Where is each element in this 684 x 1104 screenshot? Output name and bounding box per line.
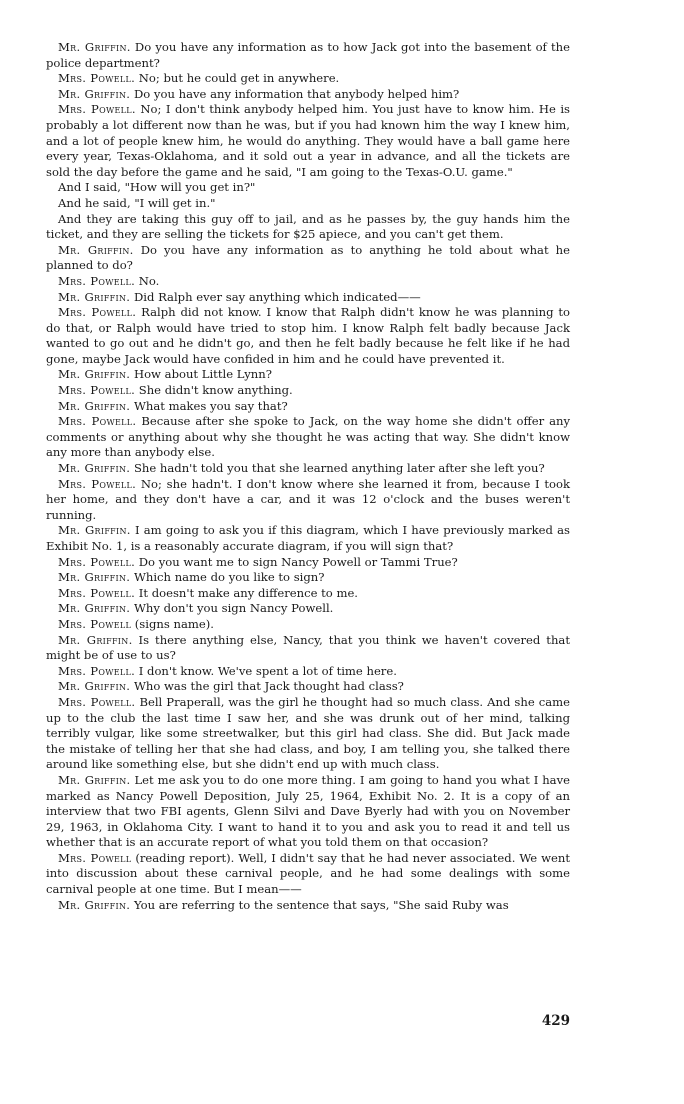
speaker-label: Mrs. Powell. [58,383,136,398]
paragraph [46,679,570,695]
paragraph [46,196,570,212]
paragraph-text: (reading report). Well, I didn't say that he had never associated. We went into discussion about these carnival people, and he had some dealings with some carnival people at one time. But I mean—— [46,850,571,897]
speaker-label: Mrs. Powell. [58,71,136,86]
paragraph [46,274,570,290]
paragraph [46,290,570,306]
speaker-label: Mr. Griffin. [58,632,133,647]
paragraph-text: Do you have any information as to anything he told about what he planned to do? [46,242,570,273]
paragraph [46,367,570,383]
paragraph-text: You are referring to the sentence that says, "She said Ruby was [133,897,509,912]
speaker-label: Mrs. Powell. [58,414,137,429]
paragraph-text: I don't know. We've spent a lot of time here. [138,663,397,678]
paragraph [46,633,570,664]
paragraph-text: Who was the girl that Jack thought had class? [133,679,404,694]
paragraph-text: Ralph did not know. I know that Ralph didn't know he was planning to do that, or Ralph would have tried to stop him. I know Ralph felt badly because Jack wanted to go out and he didn't go, and then he felt badly because he felt like if he had gone, maybe Jack would have confided in him and he could have prevented it. [46,305,571,366]
paragraph [46,773,570,851]
paragraph-text: No; but he could get in anywhere. [138,71,340,86]
speaker-label: Mrs. Powell. [58,554,136,569]
paragraph [46,102,570,180]
speaker-label: Mrs. Powell. [58,273,136,288]
transcript-page [46,40,570,913]
speaker-label: Mr. Griffin. [58,398,131,413]
paragraph-text: (signs name). [134,616,214,631]
paragraph [46,87,570,103]
speaker-label: Mrs. Powell. [58,585,136,600]
paragraph-text: Because after she spoke to Jack, on the way home she didn't offer any comments or anything about why she thought he was acting that way. She didn't know any more than anybody else. [46,414,571,460]
paragraph-text: I am going to ask you if this diagram, which I have previously marked as Exhibit No. 1, is a reasonably accurate diagram, if you will sign that? [46,523,570,553]
paragraph [46,523,570,554]
page-number: 429 [541,1013,570,1029]
paragraph [46,664,570,680]
paragraph-text: Let me ask you to do one more thing. I am going to hand you what I have marked as Nancy Powell Deposition, July 25, 1964, Exhibit No. 2. It is a copy of an interview that two FBI agents, Glenn Silvi and Dave Byerly had with you on November 29, 1963, in Oklahoma City. I want to hand it to you and ask you to read it and tell us whether that is an accurate report of what you told them on that occasion? [46,772,570,850]
paragraph [46,40,570,71]
speaker-label: Mr. Griffin. [58,40,131,54]
paragraph-text: She didn't know anything. [138,383,293,398]
paragraph [46,898,570,914]
paragraph-text: Bell Praperall, was the girl he thought had so much class. And she came up to the club the last time I saw her, and she was drunk out of her mind, talking terribly vulgar, like some streetwalker, but this girl had class. She did. But Jack made the mistake of telling her that she had class, and boy, I am telling you, she talked there around like something else, but she didn't end up with much class. [46,694,570,772]
paragraph [46,695,570,773]
paragraph [46,555,570,571]
speaker-label: Mr. Griffin. [58,523,131,538]
speaker-label: Mrs. Powell. [58,476,137,491]
paragraph-text: Is there anything else, Nancy, that you think we haven't covered that might be of use to us? [46,632,570,663]
paragraph-text: Why don't you sign Nancy Powell. [133,601,334,616]
speaker-label: Mr. Griffin. [58,772,131,787]
paragraph [46,414,570,461]
speaker-label: Mr. Griffin. [58,289,131,304]
paragraph [46,477,570,524]
paragraph-text: No. [138,273,160,288]
paragraph [46,851,570,898]
paragraph-text: Do you want me to sign Nancy Powell or Tammi True? [138,554,458,569]
speaker-label: Mrs. Powell. [58,102,136,117]
speaker-label: Mrs. Powell. [58,694,136,709]
speaker-label: Mrs. Powell [58,616,132,631]
paragraph [46,586,570,602]
paragraph-text: Which name do you like to sign? [133,570,325,585]
speaker-label: Mr. Griffin. [58,367,131,382]
speaker-label: Mr. Griffin. [58,242,134,257]
speaker-label: Mr. Griffin. [58,461,131,476]
paragraph [46,212,570,243]
speaker-label: Mr. Griffin. [58,570,131,585]
speaker-label: Mrs. Powell. [58,663,136,678]
speaker-label: Mrs. Powell. [58,305,137,320]
paragraph [46,617,570,633]
paragraph-text: And they are taking this guy off to jail, and as he passes by, the guy hands him the ticket, and they are selling the tickets for $25 apiece, and you can't get them. [46,211,570,242]
paragraph-text: Do you have any information as to how Jack got into the basement of the police department? [46,40,570,70]
paragraph-text: Do you have any information that anybody helped him? [133,86,460,101]
paragraph-text: And he said, "I will get in." [58,195,216,210]
paragraph [46,383,570,399]
paragraph-text: It doesn't make any difference to me. [138,585,358,600]
speaker-label: Mr. Griffin. [58,86,131,101]
paragraph-text: No; I don't think anybody helped him. You just have to know him. He is probably a lot different now than he was, but if you had known him the way I knew him, and a lot of people knew him, he would do anything. They would have a ball game here every year, Texas-Oklahoma, and it sold out a year in advance, and all the tickets are sold the day before the game and he said, "I am going to the Texas-O.U. game." [46,102,571,179]
paragraph [46,180,570,196]
speaker-label: Mrs. Powell [58,850,132,865]
paragraph-text: How about Little Lynn? [133,367,272,382]
speaker-label: Mr. Griffin. [58,601,131,616]
paragraph [46,399,570,415]
paragraph-text: No; she hadn't. I don't know where she learned it from, because I took her home, and they don't have a car, and it was 12 o'clock and the buses weren't running. [46,476,571,522]
paragraph-text: Did Ralph ever say anything which indicated—— [133,289,421,304]
paragraph [46,243,570,274]
paragraph [46,71,570,87]
paragraph [46,570,570,586]
paragraph-text: And I said, "How will you get in?" [58,180,256,195]
speaker-label: Mr. Griffin. [58,897,131,912]
speaker-label: Mr. Griffin. [58,679,131,694]
paragraph [46,461,570,477]
paragraph [46,305,570,367]
paragraph [46,601,570,617]
paragraph-text: She hadn't told you that she learned anything later after she left you? [133,461,545,476]
paragraph-text: What makes you say that? [133,398,288,413]
